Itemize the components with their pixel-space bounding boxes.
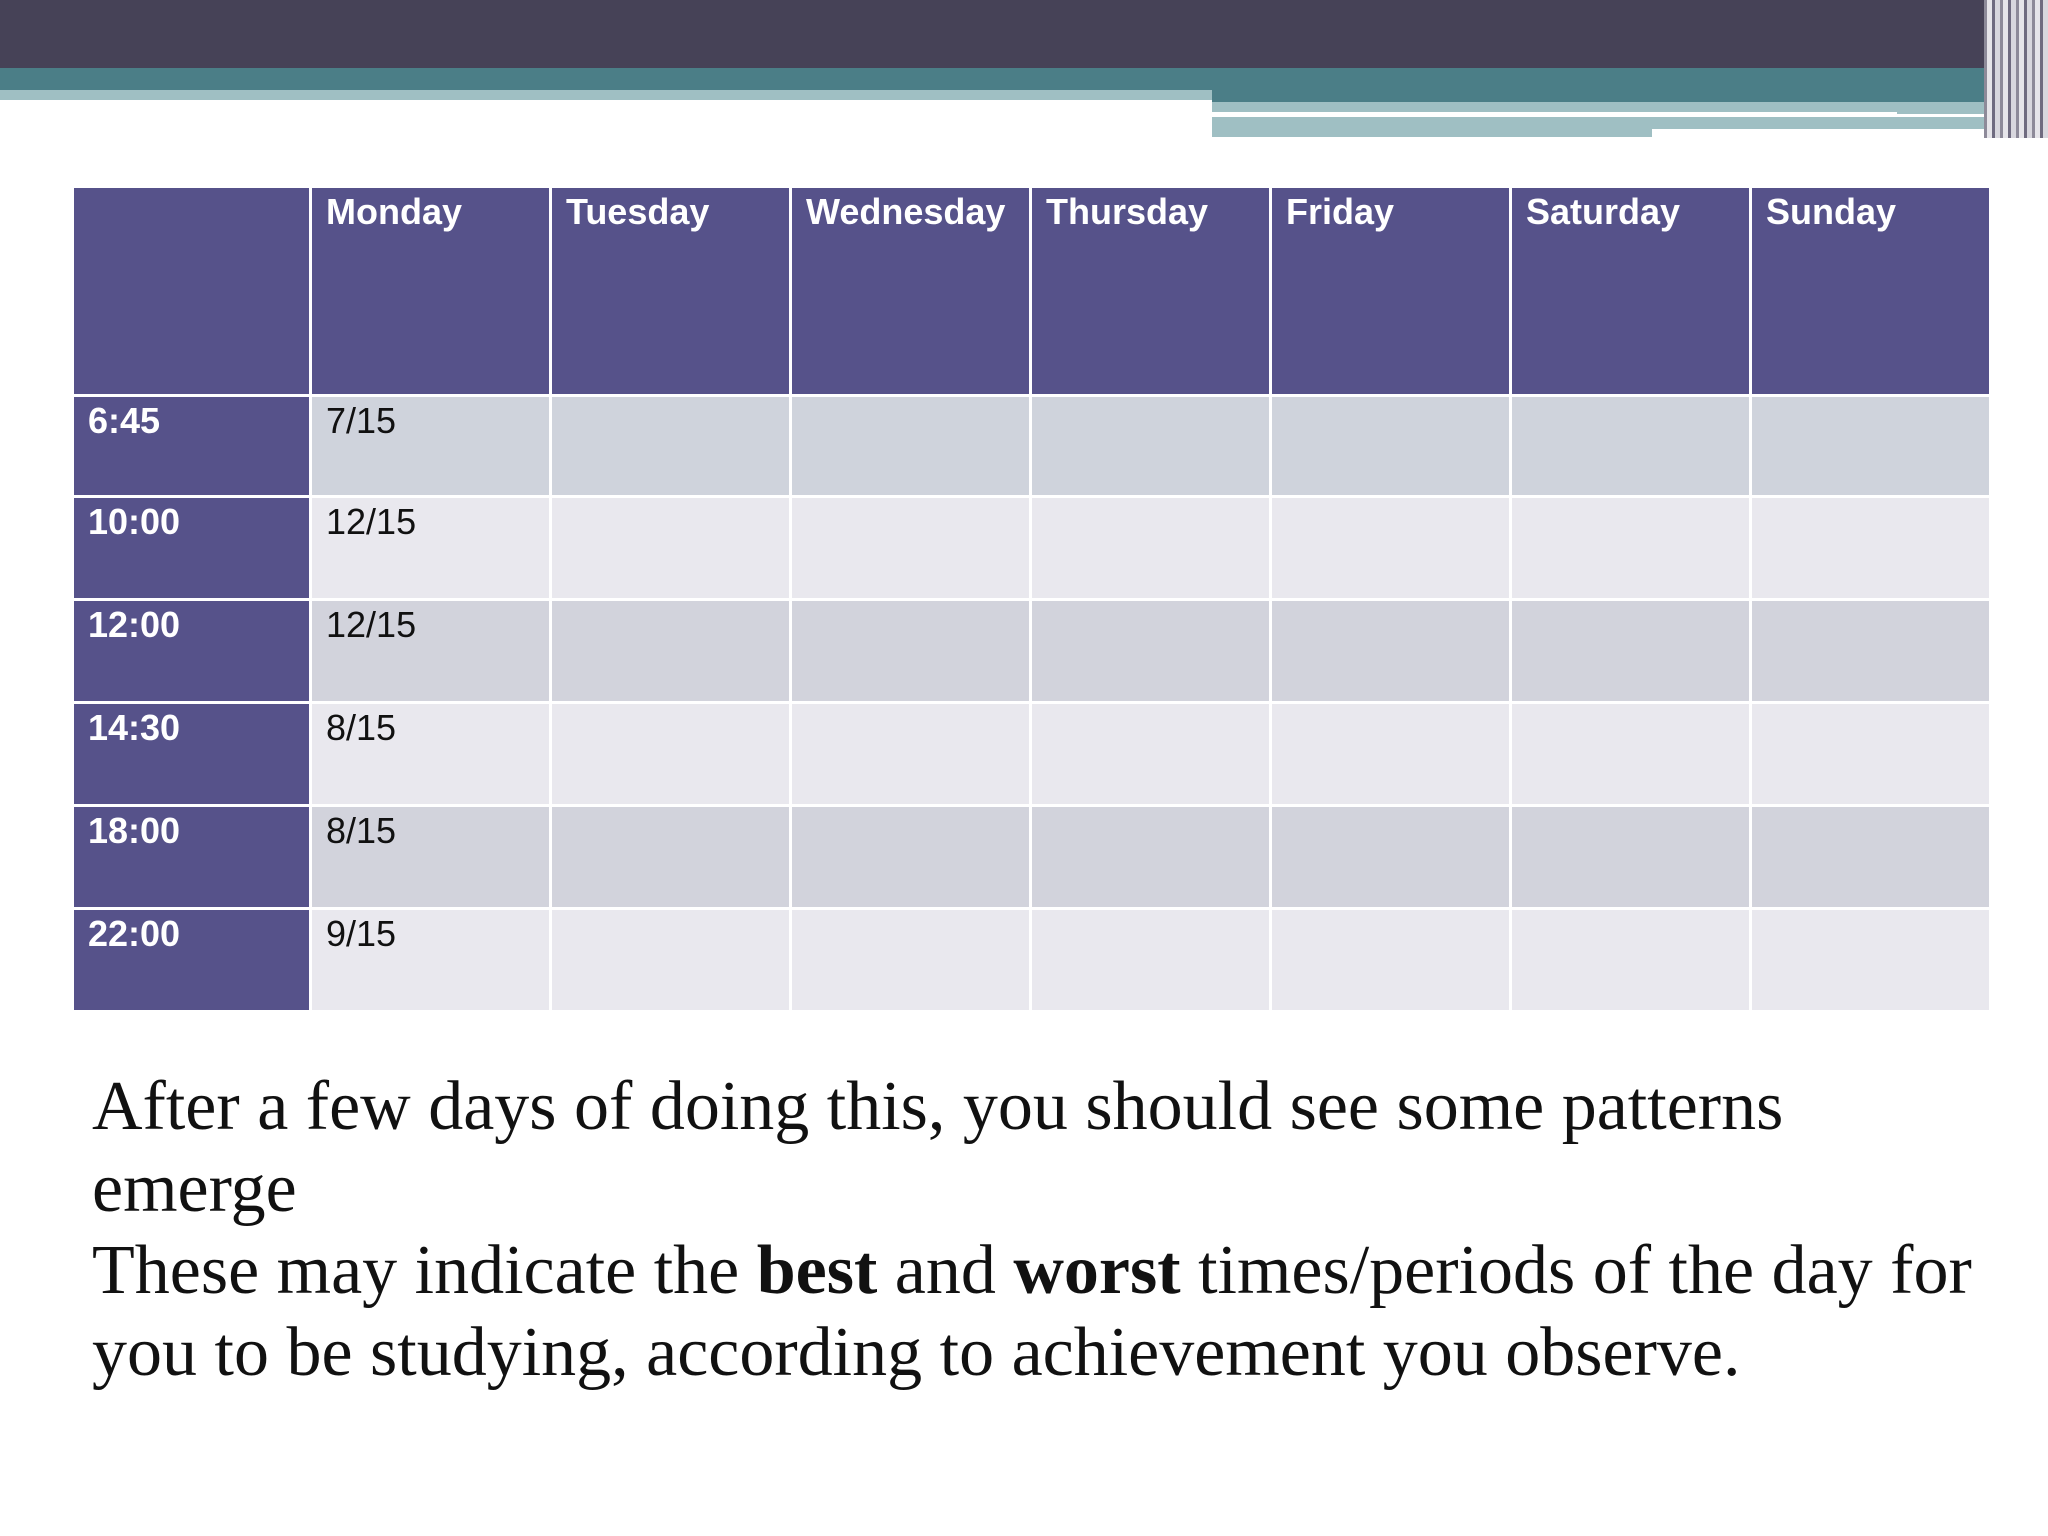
banner-teal-bar-right: [1212, 90, 2048, 102]
table-cell: [1512, 704, 1749, 804]
header-row: [74, 188, 1989, 394]
table-cell: [552, 397, 789, 495]
table-cell: 8/15: [312, 704, 549, 804]
banner-stripes: [1984, 0, 2048, 138]
banner-light-bar-lower-right: [1652, 117, 2012, 129]
banner-light-bar-left: [0, 90, 1212, 100]
table-cell: [1752, 397, 1989, 495]
time-cell: 6:45: [74, 397, 309, 495]
study-schedule-table: [71, 185, 1992, 1013]
table-cell: [1032, 910, 1269, 1010]
table-row: [74, 910, 1989, 1010]
table-cell: [1032, 601, 1269, 701]
table-cell: [1752, 498, 1989, 598]
table-cell: 9/15: [312, 910, 549, 1010]
table-cell: [1032, 807, 1269, 907]
table-cell: [1512, 807, 1749, 907]
body-text: [92, 1066, 1992, 1394]
table-cell: [552, 910, 789, 1010]
table-cell: [1512, 601, 1749, 701]
table-cell: [1512, 498, 1749, 598]
time-cell: 12:00: [74, 601, 309, 701]
table-cell: [792, 601, 1029, 701]
table-cell: [792, 397, 1029, 495]
table-cell: [1272, 704, 1509, 804]
table-cell: [1032, 397, 1269, 495]
table-cell: [1272, 910, 1509, 1010]
body-paragraph-2: [92, 1230, 1992, 1394]
table-cell: [1752, 704, 1989, 804]
header-day-wednesday: Wednesday: [792, 188, 1029, 394]
table-cell: 12/15: [312, 498, 549, 598]
table-cell: [1272, 601, 1509, 701]
table-row: [74, 601, 1989, 701]
table-cell: [1032, 704, 1269, 804]
body-text-segment: times/periods of the day for you to be studying, according to achievement you observe.: [92, 1232, 1972, 1391]
header-day-thursday: Thursday: [1032, 188, 1269, 394]
table-cell: [1512, 397, 1749, 495]
body-text-segment: and: [877, 1232, 1014, 1309]
table-cell: [552, 498, 789, 598]
table-cell: [1272, 397, 1509, 495]
time-cell: 10:00: [74, 498, 309, 598]
header-day-saturday: Saturday: [1512, 188, 1749, 394]
time-cell: 14:30: [74, 704, 309, 804]
header-day-friday: Friday: [1272, 188, 1509, 394]
table-cell: [792, 704, 1029, 804]
table-row: [74, 498, 1989, 598]
banner-light-bar-lower: [1212, 117, 1652, 137]
table-cell: [1032, 498, 1269, 598]
table-cell: [552, 807, 789, 907]
table-cell: [1272, 498, 1509, 598]
table-cell: [792, 807, 1029, 907]
header-day-monday: Monday: [312, 188, 549, 394]
table-cell: 12/15: [312, 601, 549, 701]
banner-teal-bar: [0, 68, 2048, 90]
body-text-segment: These may indicate the: [92, 1232, 757, 1309]
time-cell: 22:00: [74, 910, 309, 1010]
table-cell: [1752, 910, 1989, 1010]
table-cell: [1272, 807, 1509, 907]
table-cell: 8/15: [312, 807, 549, 907]
table-cell: [1512, 910, 1749, 1010]
table-row: [74, 807, 1989, 907]
table-cell: [1752, 601, 1989, 701]
table-cell: [792, 498, 1029, 598]
header-corner-cell: [74, 188, 309, 394]
table-cell: [1752, 807, 1989, 907]
table-cell: [552, 704, 789, 804]
table-cell: 7/15: [312, 397, 549, 495]
banner-dark-bar: [0, 0, 2048, 68]
table-row: [74, 704, 1989, 804]
table-cell: [552, 601, 789, 701]
emphasis-worst: worst: [1013, 1232, 1181, 1309]
table-row: [74, 397, 1989, 495]
emphasis-best: best: [756, 1232, 878, 1309]
header-day-tuesday: Tuesday: [552, 188, 789, 394]
time-cell: 18:00: [74, 807, 309, 907]
table-cell: [792, 910, 1029, 1010]
body-paragraph-1: After a few days of doing this, you should see some patterns emerge: [92, 1068, 1784, 1227]
header-day-sunday: Sunday: [1752, 188, 1989, 394]
